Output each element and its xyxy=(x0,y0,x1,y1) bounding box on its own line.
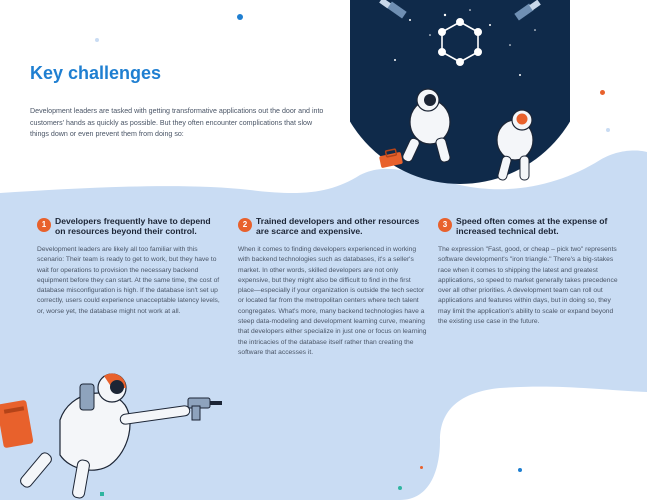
decor-dot xyxy=(420,466,423,469)
astronaut-bottom-icon xyxy=(19,373,191,498)
intro-paragraph: Development leaders are tasked with getting transformative applications out the door and into customers' hands as quickly as possible. But they often encounter complications that slow things down or even prevent them from doing so: xyxy=(30,107,324,139)
challenge-2-header xyxy=(238,216,428,240)
decor-dot xyxy=(95,38,99,42)
challenge-1-title: Developers frequently have to depend on resources beyond their control. xyxy=(55,216,211,237)
challenge-1-body: Development leaders are likely all too familiar with this scenario: Their team is ready to get to work, but they have to wait for operations to provision the necessary backend equipment before they can start. At the same time, the cost of database misconfiguration is high. If the database isn't set up correctly, users could experience unacceptable latency levels, or, worse yet, the database might not work at all. xyxy=(37,246,220,315)
challenge-2-number-badge: 2 xyxy=(238,218,252,232)
challenge-3 xyxy=(438,216,618,327)
decor-dot xyxy=(600,90,605,95)
page-title: Key challenges xyxy=(30,63,162,83)
decor-dot xyxy=(606,128,610,132)
challenge-2-title: Trained developers and other resources are scarce and expensive. xyxy=(256,216,420,237)
toolbox-bottom-icon xyxy=(0,400,34,449)
challenge-1-number-badge: 1 xyxy=(37,218,51,232)
challenge-1 xyxy=(37,216,222,317)
astronaut-drill-illustration xyxy=(0,360,225,500)
toolbox-icon xyxy=(378,148,404,168)
challenge-3-header xyxy=(438,216,618,240)
challenge-2 xyxy=(238,216,428,358)
challenge-2-body: When it comes to finding developers experienced in working with backend technologies such as databases, it's a seller's market. In other words, skilled developers are not only expensive, but they might also be difficult to find in the first place—especially if your organization is outside the tech sector or located far from the metropolitan centers where tech talent congregates. What's more, many backend technologies have a steep data-modeling and development learning curve, meaning that developers either specialize in just one or focus on learning the intricacies of the database itself rather than creating the software that accesses it. xyxy=(238,246,427,356)
challenge-3-body: The expression "Fast, good, or cheap – pick two" represents software development's "iron triangle." There's a big-stakes race when it comes to shipping the latest and greatest applications, so speed to market generally takes precedence over all other priorities. A development team can roll out applications and features within days, but in doing so, they may limit the application's ability to scale or expand beyond the existing use case in the future. xyxy=(438,246,618,326)
challenge-1-header xyxy=(37,216,222,240)
decor-dot xyxy=(237,14,243,20)
decor-dot xyxy=(398,486,402,490)
drill-icon xyxy=(188,398,222,420)
decor-dot xyxy=(518,468,522,472)
challenge-3-title: Speed often comes at the expense of increased technical debt. xyxy=(456,216,608,237)
challenge-3-number-badge: 3 xyxy=(438,218,452,232)
